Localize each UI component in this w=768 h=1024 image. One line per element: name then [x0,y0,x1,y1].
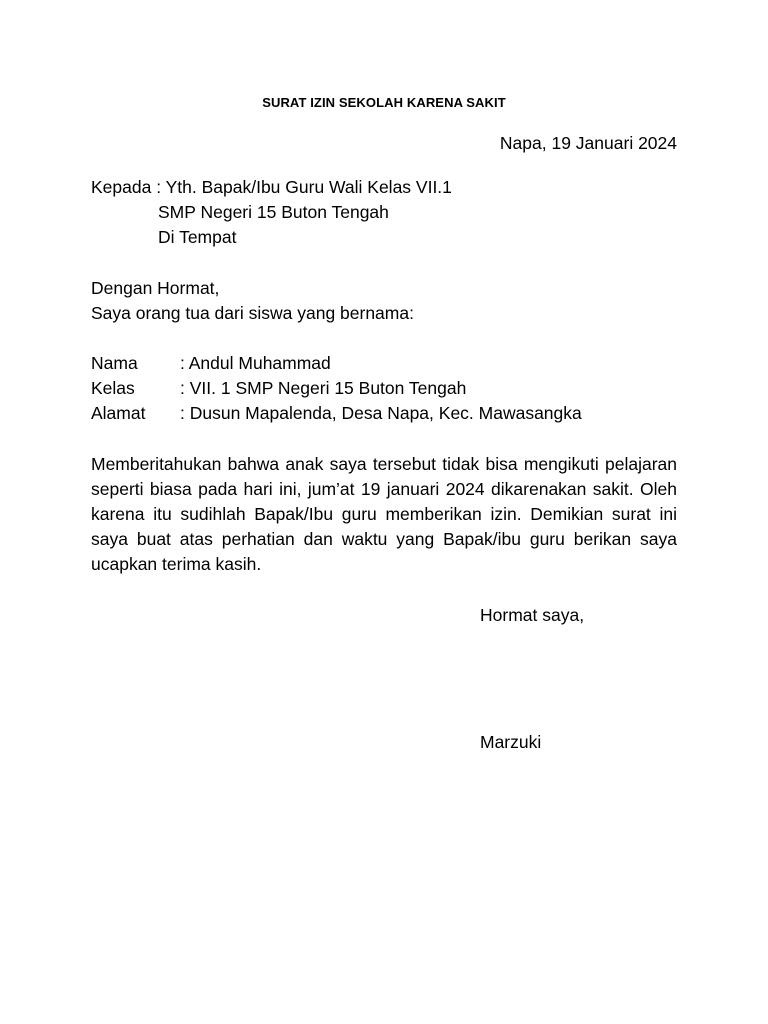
signer-name: Marzuki [480,732,542,752]
student-address-label: Alamat [91,403,146,423]
recipient-line-3: Di Tempat [158,227,237,247]
student-address-value: : Dusun Mapalenda, Desa Napa, Kec. Mawasangka [180,403,582,423]
student-class-label: Kelas [91,378,135,398]
student-name-value: : Andul Muhammad [180,353,331,373]
student-class-value: : VII. 1 SMP Negeri 15 Buton Tengah [180,378,467,398]
recipient-line-2: SMP Negeri 15 Buton Tengah [158,202,389,222]
intro-text: Saya orang tua dari siswa yang bernama: [91,303,414,323]
greeting: Dengan Hormat, [91,278,220,298]
student-name-label: Nama [91,353,138,373]
letter-body: Memberitahukan bahwa anak saya tersebut tidak bisa mengikuti pelajaran seperti biasa pada hari ini, jum’at 19 januari 2024 dikarenakan sakit. Oleh karena itu sudihlah Bapak/Ibu guru memberikan izin. Demikian surat ini saya buat atas perhatian dan waktu yang Bapak/ibu guru berikan saya ucapkan terima kasih. [91,454,677,574]
closing-text: Hormat saya, [480,605,585,625]
place-date: Napa, 19 Januari 2024 [499,133,677,153]
letter-title: SURAT IZIN SEKOLAH KARENA SAKIT [262,95,506,110]
recipient-line-1: Kepada : Yth. Bapak/Ibu Guru Wali Kelas VII.1 [91,177,452,197]
